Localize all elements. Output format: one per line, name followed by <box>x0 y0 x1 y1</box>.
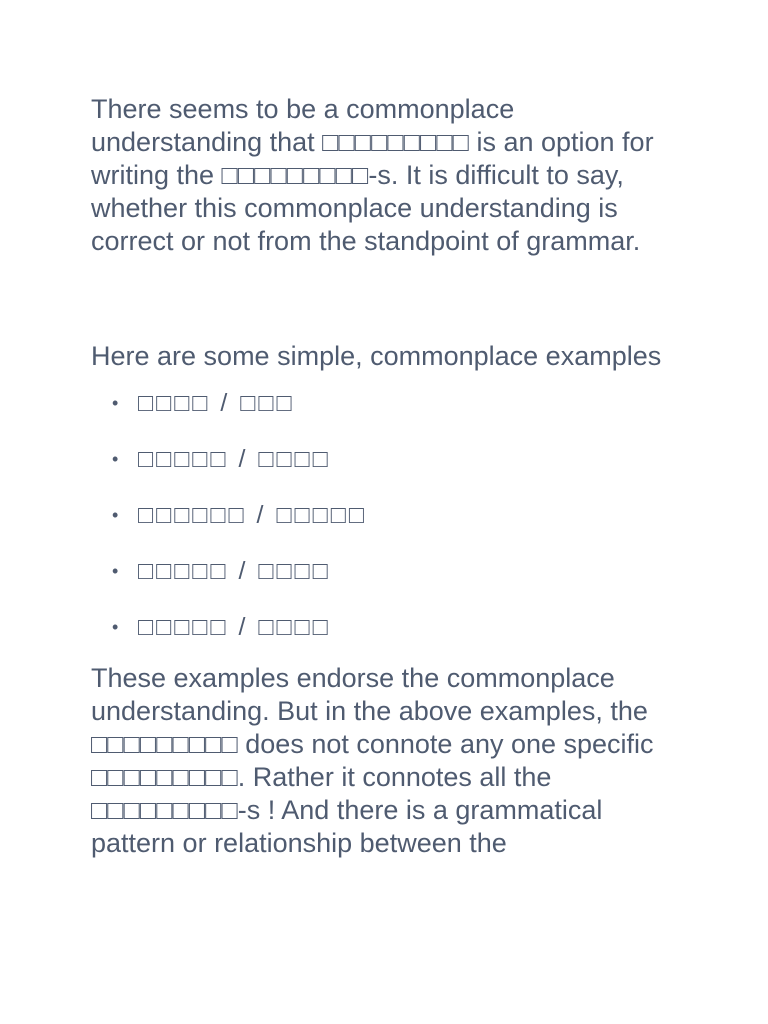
list-item <box>91 501 691 557</box>
bullet-icon: • <box>112 617 119 637</box>
examples-list <box>91 389 691 669</box>
bullet-icon: • <box>112 561 119 581</box>
list-item <box>91 445 691 501</box>
bullet-icon: • <box>112 449 119 469</box>
paragraph-conclusion: These examples endorse the commonplace understanding. But in the above examples, the □□□□□□□□□ does not connote any one specific □□□□□□□□□. Rather it connotes all the □□□□□□□□□-s ! And there is a grammatical pattern or relationship between the <box>91 663 654 858</box>
document-body <box>91 93 691 860</box>
paragraph-examples-heading: Here are some simple, commonplace examples <box>91 341 662 371</box>
bullet-icon: • <box>112 505 119 525</box>
list-item-text: □□□□ / □□□ <box>138 389 295 417</box>
list-item <box>91 389 691 445</box>
list-item-text: □□□□□□ / □□□□□ <box>138 501 367 529</box>
bullet-icon: • <box>112 393 119 413</box>
paragraph-intro: There seems to be a commonplace understanding that □□□□□□□□□ is an option for writing the □□□□□□□□□-s. It is difficult to say, whether this commonplace understanding is correct or not from the standpoint of grammar. <box>91 94 654 256</box>
list-item-text: □□□□□ / □□□□ <box>138 613 331 641</box>
list-item-text: □□□□□ / □□□□ <box>138 557 331 585</box>
list-item <box>91 613 691 669</box>
list-item <box>91 557 691 613</box>
list-item-text: □□□□□ / □□□□ <box>138 445 331 473</box>
